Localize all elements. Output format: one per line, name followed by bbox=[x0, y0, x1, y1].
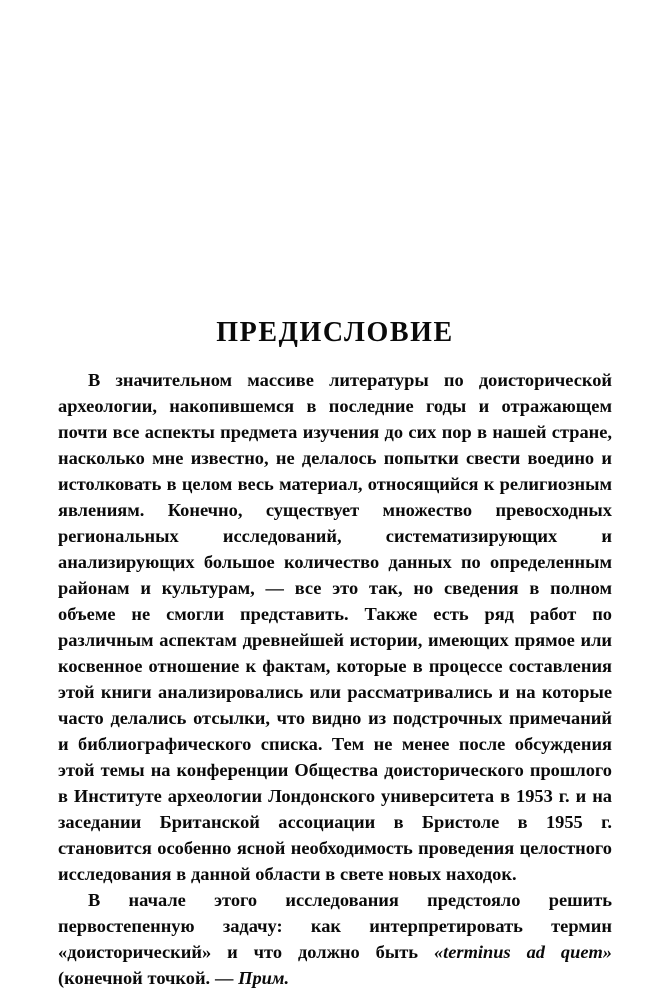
page-text-block bbox=[58, 318, 612, 991]
page-top-margin bbox=[0, 0, 668, 318]
latin-phrase-terminus-ad-quem: «terminus ad quem» bbox=[433, 941, 613, 962]
preface-paragraph-2 bbox=[58, 887, 612, 991]
paragraph-2-text-middle: (конечной точкой. — bbox=[58, 967, 239, 988]
preface-paragraph-1: В значительном массиве литературы по доисторической археологии, накопившемся в последние годы и отражающем почти все аспекты предмета изучения до сих пор в нашей стране, насколько мне известно, не делалось попытки свести воедино и истолковать в целом весь материал, относящийся к религиозным явлениям. Конечно, существует множество превосходных региональных исследований, систематизирующих и анализирующих большое количество данных по определенным районам и культурам, — все это так, но сведения в полном объеме не смогли представить. Также есть ряд работ по различным аспектам древнейшей истории, имеющих прямое или косвенное отношение к фактам, которые в процессе составления этой книги анализировались или рассматривались и на которые часто делались отсылки, что видно из подстрочных примечаний и библиографического списка. Тем не менее после обсуждения этой темы на конференции Общества доисторического прошлого в Институте археологии Лондонского университета в 1953 г. и на заседании Британской ассоциации в Бристоле в 1955 г. становится особенно ясной необходимость проведения целостного исследования в данной области в свете новых находок. bbox=[58, 369, 612, 884]
page-bottom-clip bbox=[0, 994, 668, 1000]
paragraph-2-text-start: В начале этого исследования предстояло решить первостепенную задачу: как интерпретировать термин «доисторический» и что должно быть bbox=[58, 889, 612, 962]
translator-note-abbreviation: Прим. bbox=[238, 967, 290, 988]
page-title: ПРЕДИСЛОВИЕ bbox=[216, 317, 454, 348]
